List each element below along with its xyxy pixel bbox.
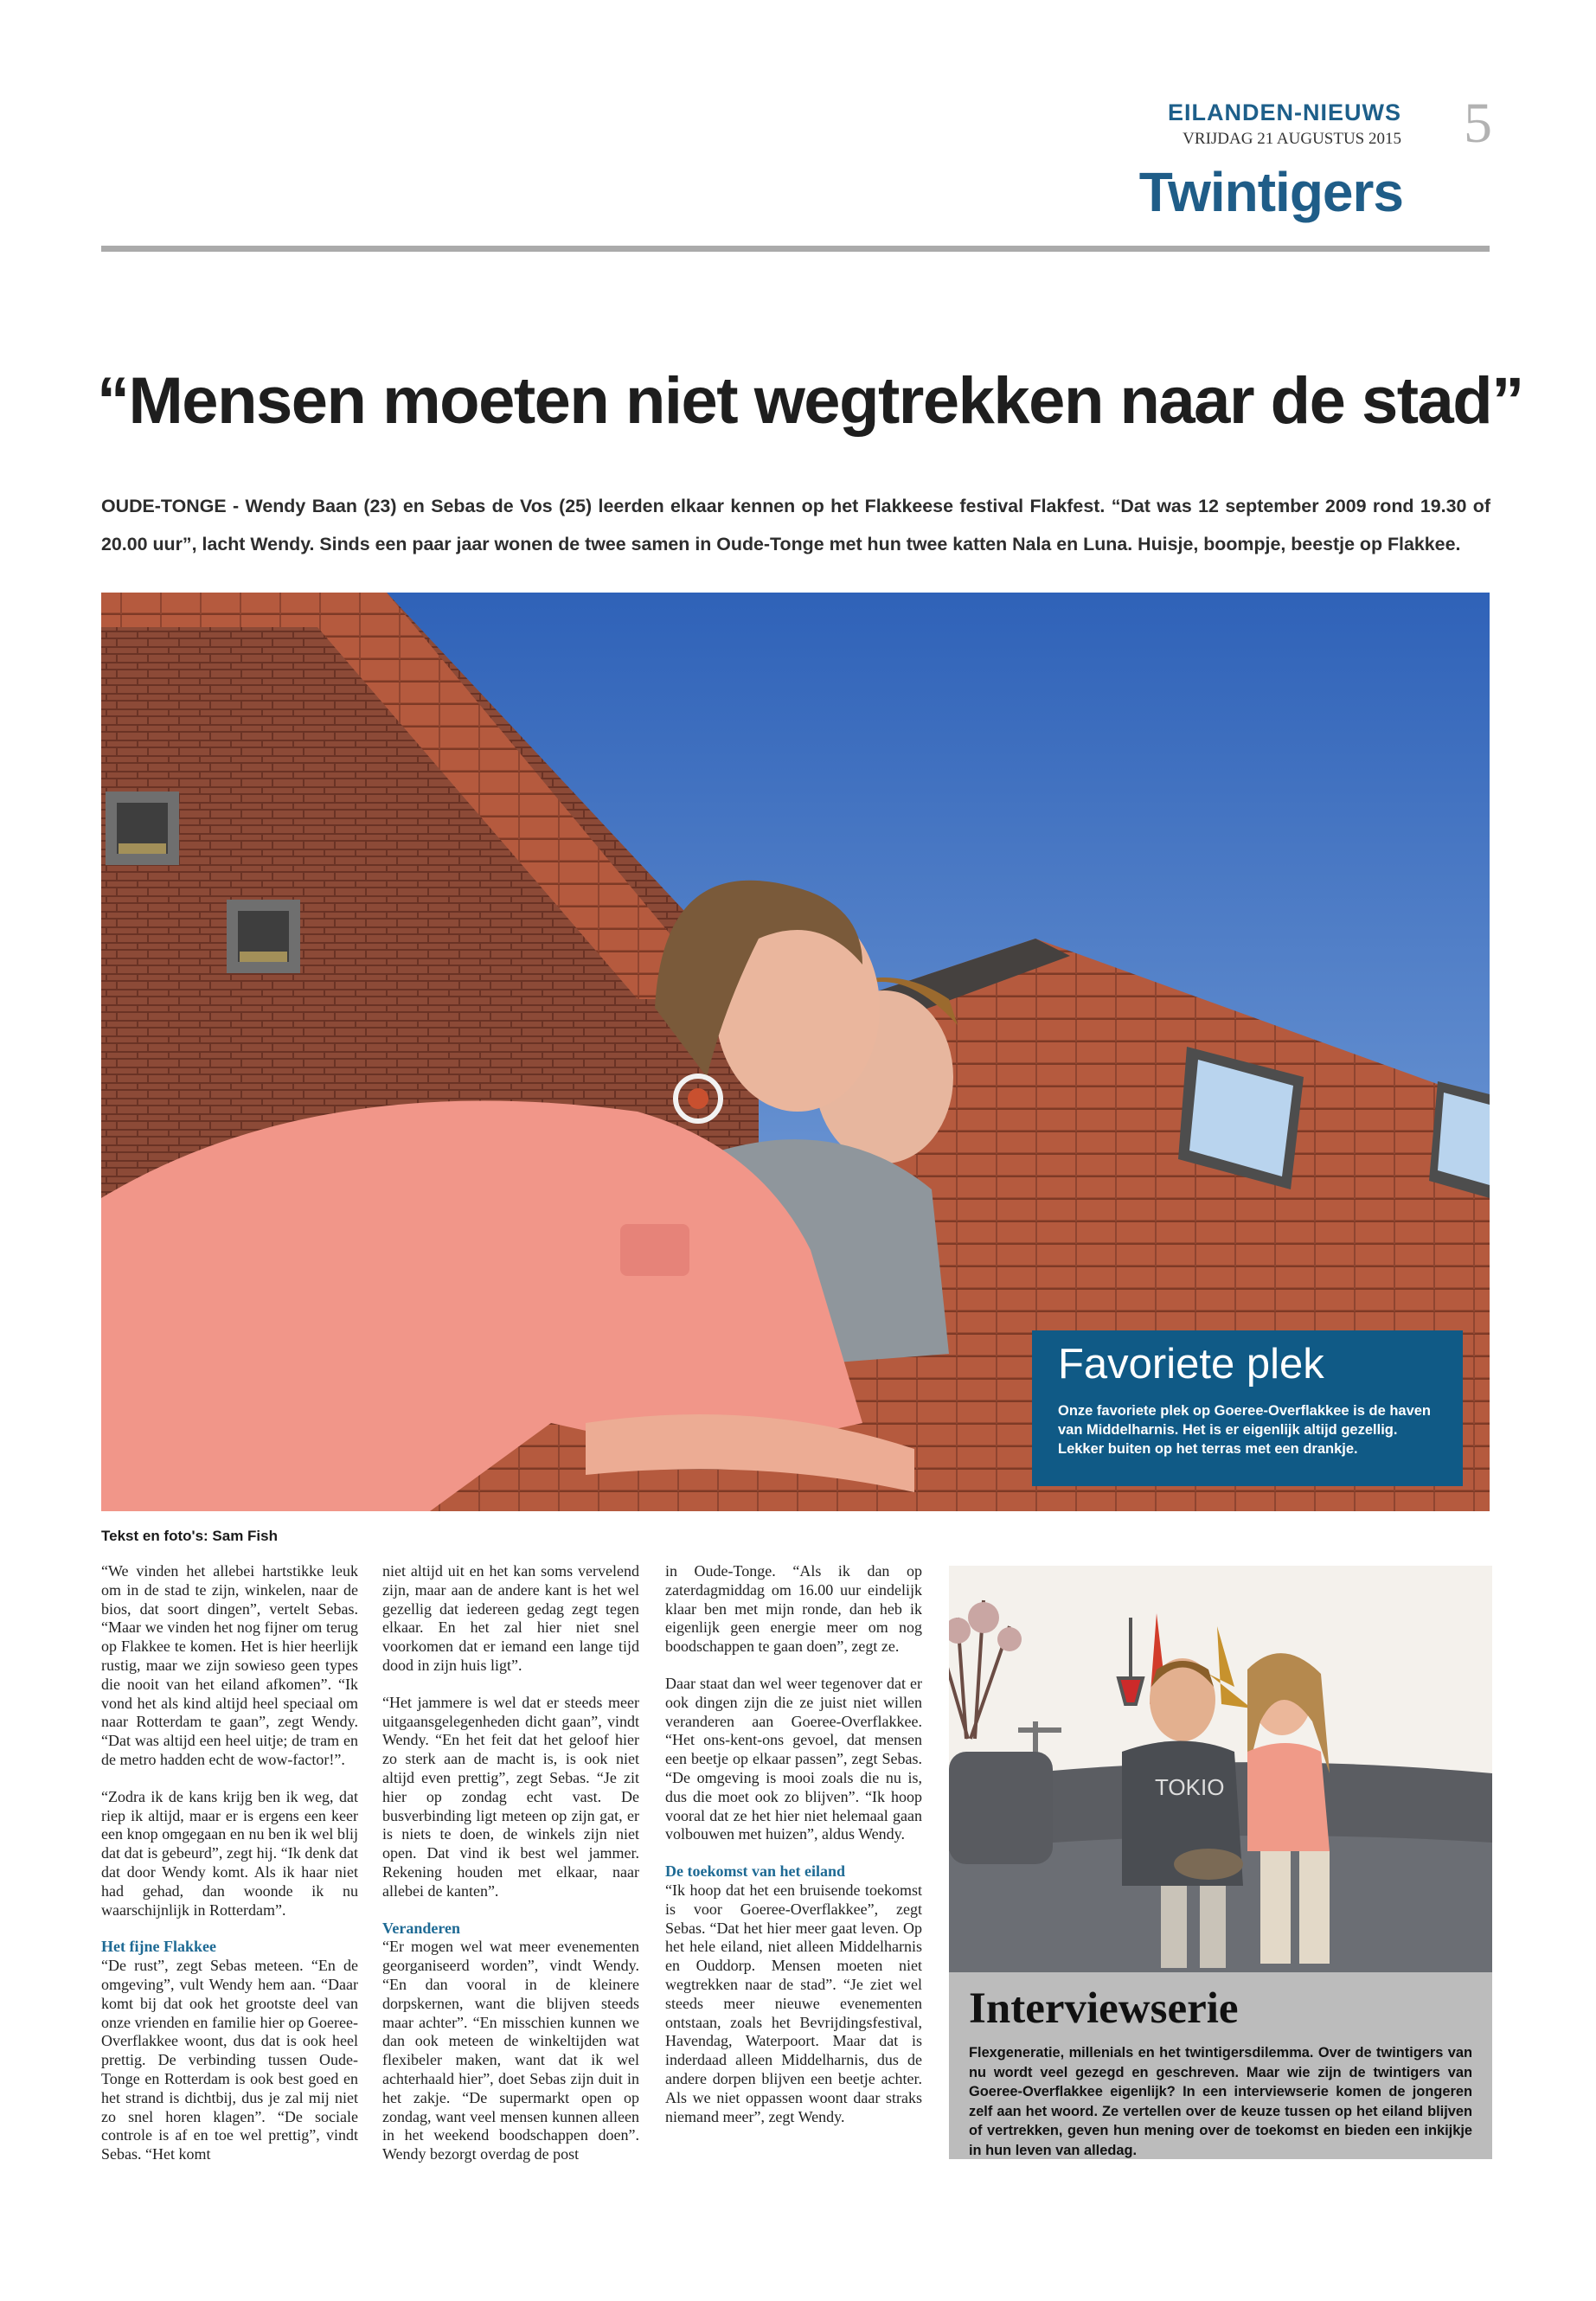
article-column-2 <box>382 1562 639 2164</box>
paragraph: in Oude-Tonge. “Als ik dan op zaterdagmiddag om 16.00 uur eindelijk klaar ben met mijn ronde, dan heb ik eigenlijk geen energie meer om nog boodschappen te gaan doen”, zegt ze. <box>665 1562 922 1656</box>
paragraph: “We vinden het allebei hartstikke leuk om in de stad te zijn, winkelen, naar de bios, dat soort dingen”, vertelt Sebas. “Maar we vinden het nog fijner om terug op Flakkee te komen. Het is hier heerlijk rustig, maar we zijn sowieso geen types die nooit van het eiland afkomen”. “Ik vond het als kind altijd heel speciaal om naar Rotterdam te gaan”, zegt Wendy. “Dat was altijd een heel uitje; de tram en de metro hadden echt de wow-factor!”. <box>101 1562 358 1768</box>
paragraph: niet altijd uit en het kan soms vervelend zijn, maar aan de andere kant is het wel gezellig dat iedereen gedag zegt tegen elkaar. En het zal hier niet snel voorkomen dat er iemand een lange tijd dood in zijn huis ligt”. <box>382 1562 639 1674</box>
header-divider <box>101 246 1490 252</box>
article-column-3 <box>665 1562 922 2126</box>
issue-date: VRIJDAG 21 AUGUSTUS 2015 <box>1183 130 1401 148</box>
favorite-place-text: Onze favoriete plek op Goeree-Overflakkee is de haven van Middelharnis. Het is er eigenlijk altijd gezellig. Lekker buiten op het terras met een drankje. <box>1058 1403 1432 1457</box>
couple-on-sofa-photo <box>949 1566 1492 1972</box>
subheading: Het fijne Flakkee <box>101 1938 216 1956</box>
favorite-place-title: Favoriete plek <box>1058 1341 1324 1388</box>
subheading: Veranderen <box>382 1919 460 1937</box>
section-title: Twintigers <box>1138 161 1403 223</box>
article-intro: OUDE-TONGE - Wendy Baan (23) en Sebas de Vos (25) leerden elkaar kennen op het Flakkeese festival Flakfest. “Dat was 12 september 2009 rond 19.30 of 20.00 uur”, lacht Wendy. Sinds een paar jaar wonen de twee samen in Oude-Tonge met hun twee katten Nala en Luna. Huisje, boompje, beestje op Flakkee. <box>101 496 1490 554</box>
main-photo <box>101 593 1490 1511</box>
couple-on-sofa-illustration <box>949 1566 1492 1972</box>
paragraph: “Zodra ik de kans krijg ben ik weg, dat riep ik altijd, maar er is ergens een keer een knop omgegaan en nu ben ik wel blij dat dat is gebeurd”, zegt hij. “Ik denk dat dat door Wendy komt. Als ik haar niet had gehad, dan woonde ik nu waarschijnlijk in Rotterdam”. <box>101 1787 358 1919</box>
subheading: De toekomst van het eiland <box>665 1862 845 1881</box>
article-headline: “Mensen moeten niet wegtrekken naar de stad” <box>97 364 1523 438</box>
interview-series-text: Flexgeneratie, millenials en het twintigersdilemma. Over de twintigers van nu wordt veel gezegd en geschreven. Maar wie zijn de twintigers van Goeree-Overflakkee eigenlijk? In een interviewserie komen de jongeren zelf aan het woord. Ze vertellen over de keuze tussen op het eiland blijven of vertrekken, geven hun mening over de toekomst en bieden een inkijkje in hun leven van alledag. <box>969 2045 1472 2158</box>
page-number: 5 <box>1464 92 1492 155</box>
article-column-1 <box>101 1562 358 2164</box>
paragraph: “Het jammere is wel dat er steeds meer uitgaansgelegenheden dicht gaan”, vindt Wendy. “En het feit dat het geloof hier zo sterk aan de macht is, is ook niet altijd even prettig”, zegt Sebas. “Je zit hier op zondag echt vast. De busverbinding ligt meteen op zijn gat, er is niets te doen, de winkels zijn niet open. Dat vind ik best wel jammer. Rekening houden met elkaar, naar allebei de kanten”. <box>382 1693 639 1900</box>
paragraph: “De rust”, zegt Sebas meteen. “En de omgeving”, vult Wendy hem aan. “Daar komt bij dat ook het grootste deel van onze vrienden en familie hier op Goeree-Overflakkee woont, dus dat is ook heel prettig. De verbinding tussen Oude-Tonge en Rotterdam is ook best goed en het strand is dichtbij, dus je zal mij niet zo snel horen klagen”. “De sociale controle is af en toe wel prettig”, vindt Sebas. “Het komt <box>101 1957 358 2163</box>
photo-credit: Tekst en foto's: Sam Fish <box>101 1528 278 1544</box>
paragraph: “Ik hoop dat het een bruisende toekomst is voor Goeree-Overflakkee”, zegt Sebas. “Dat het hier meer gaat leven. Op het hele eiland, niet alleen Middelharnis en Ouddorp. Mensen moeten niet wegtrekken naar de stad”. “Je ziet wel steeds meer nieuwe evenementen ontstaan, zoals het Bevrijdingsfestival, Havendag, Waterpoort. Maar dat is inderdaad alleen Middelharnis, dus de andere dorpen blijven een beetje achter. Als we niet oppassen woont daar straks niemand meer”, zegt Wendy. <box>665 1881 922 2125</box>
interview-series-title: Interviewserie <box>969 1984 1239 2033</box>
masthead-logo: EILANDEN-NIEUWS <box>1168 99 1401 125</box>
shirt-text: TOKIO <box>1155 1774 1225 1800</box>
interview-series-box <box>949 1972 1492 2159</box>
paragraph: Daar staat dan wel weer tegenover dat er ook dingen zijn die ze juist niet willen veranderen aan Goeree-Overflakkee. “Het ons-kent-ons gevoel, dat mensen een beetje op elkaar passen”, zegt Sebas. “De omgeving is mooi zoals die nu is, dus die moet ook zo blijven”. “Ik hoop vooral dat ze het hier niet helemaal gaan volbouwen met huizen”, aldus Wendy. <box>665 1674 922 1843</box>
favorite-place-box <box>1032 1330 1463 1486</box>
paragraph: “Er mogen wel wat meer evenementen georganiseerd worden”, vindt Wendy. “En dan vooral in de kleinere dorpskernen, want die blijven steeds maar achter”. “En misschien kunnen we dan ook meteen de winkeltijden wat flexibeler maken, want dat ik wel achterhaald hier”, doet Sebas zijn duit in het zakje. “De supermarkt open op zondag, want veel mensen kunnen alleen in het weekend boodschappen doen”. Wendy bezorgt overdag de post <box>382 1938 639 2163</box>
